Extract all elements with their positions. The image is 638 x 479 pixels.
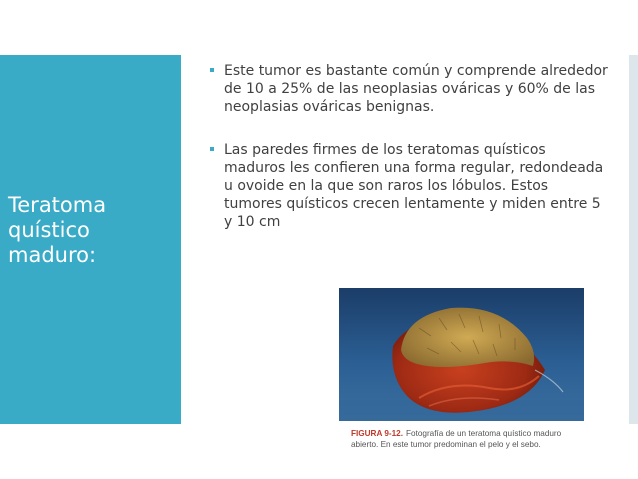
title-line-3: maduro: [8, 243, 97, 267]
figure [339, 288, 584, 464]
title-line-2: quístico [8, 218, 90, 242]
caption-label: FIGURA 9-12. [351, 429, 404, 438]
figure-caption [351, 428, 584, 450]
bullet-text: Este tumor es bastante común y comprende alrededor de 10 a 25% de las neoplasias ováricas y 60% de las neoplasias ováricas benignas. [224, 63, 608, 115]
bullet-list [208, 62, 608, 231]
slide-title [8, 193, 178, 268]
bullet-item [208, 141, 608, 231]
title-line-1: Teratoma [8, 193, 107, 217]
bullet-marker-icon [210, 68, 214, 72]
bullet-text: Las paredes firmes de los teratomas quísticos maduros les confieren una forma regular, redondeada u ovoide en la que son raros los lóbulos. Estos tumores quísticos crecen lentamente y miden entre 5 y 10 cm [224, 142, 604, 230]
bullet-marker-icon [210, 147, 214, 151]
right-accent-bar [629, 55, 638, 424]
teratoma-photo [339, 288, 584, 421]
caption-text: Fotografía de un teratoma quístico maduro abierto. En este tumor predominan el pelo y el sebo. [351, 429, 562, 449]
bullet-item [208, 62, 608, 116]
